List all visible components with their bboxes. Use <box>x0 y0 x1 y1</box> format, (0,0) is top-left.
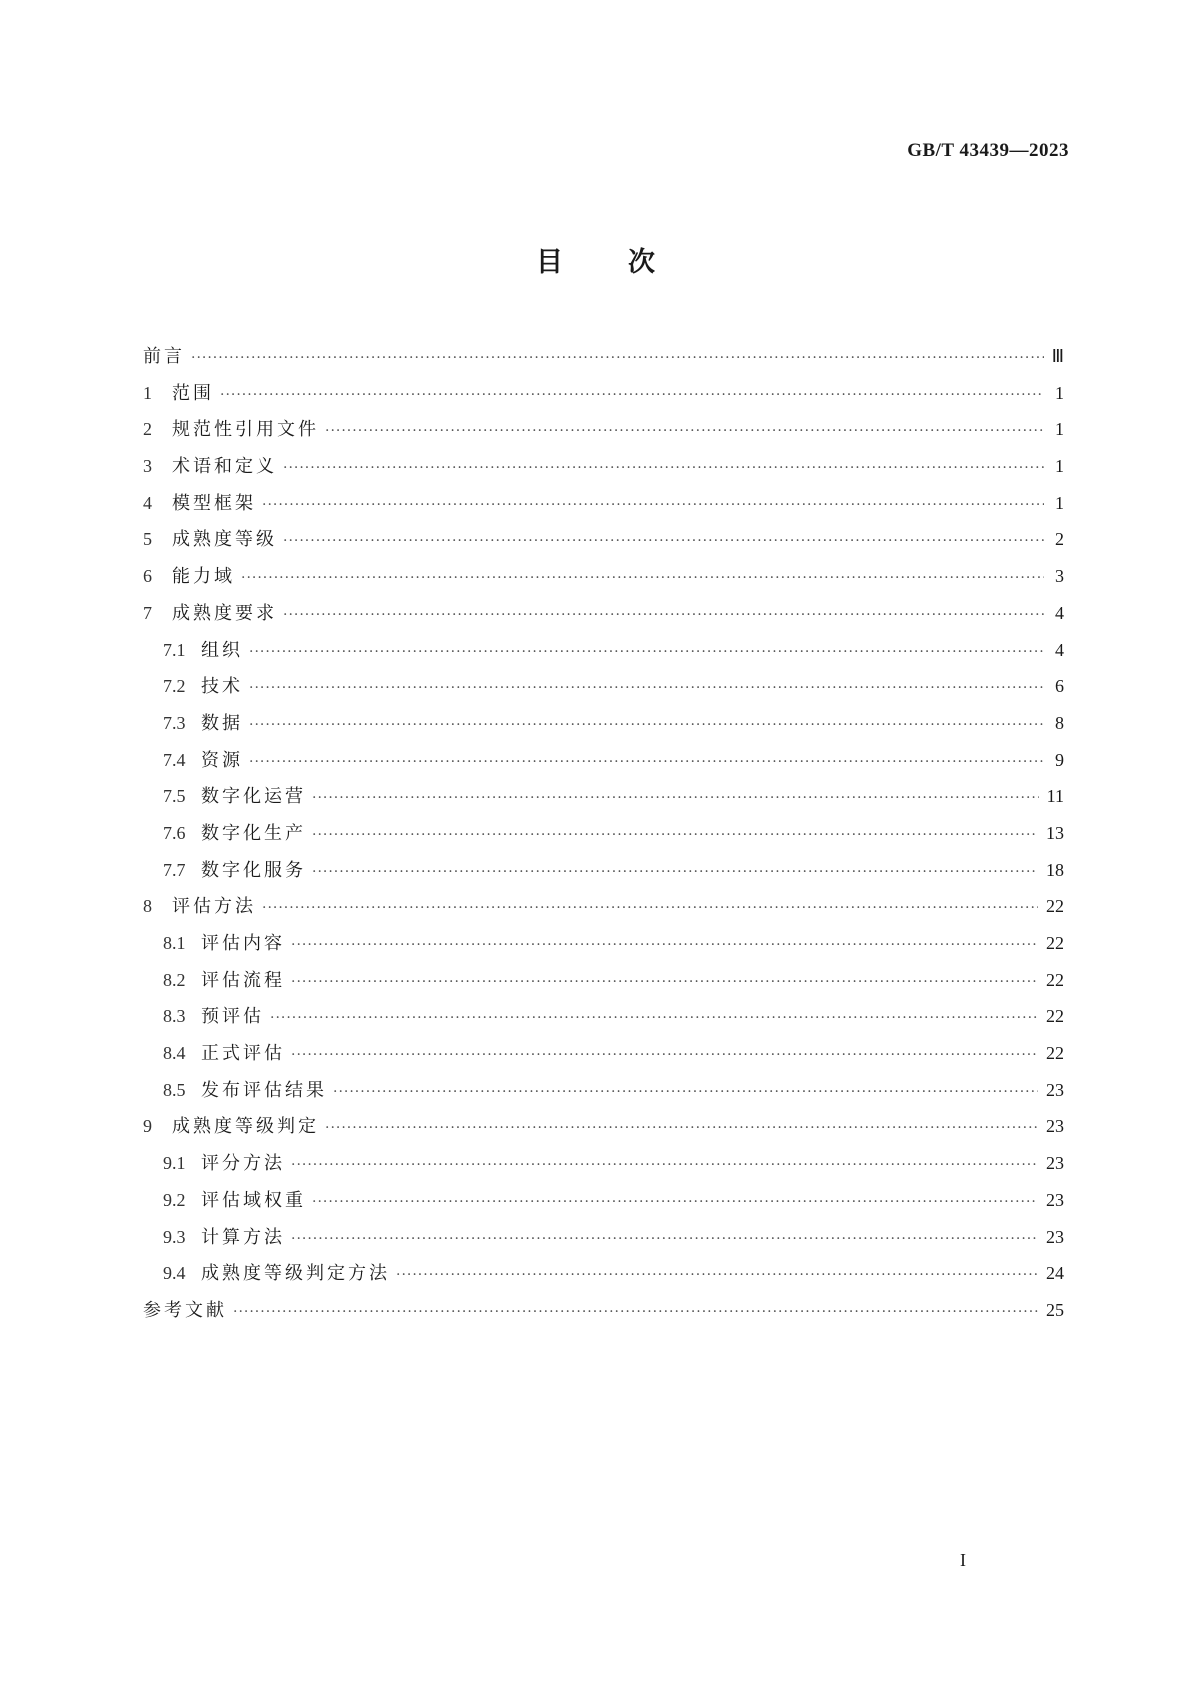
toc-entry-number: 5 <box>143 529 152 550</box>
toc-entry-title: 前言 <box>143 346 185 367</box>
toc-entry-title: 评估流程 <box>201 969 285 991</box>
toc-entry-page: Ⅲ <box>1051 346 1064 366</box>
toc-leader-dots <box>312 780 1039 817</box>
toc-entry-number: 4 <box>143 492 152 513</box>
toc-entry-title: 数据 <box>201 712 243 734</box>
toc-entry-number: 8.4 <box>163 1043 186 1064</box>
toc-entry-number: 9.4 <box>163 1263 186 1284</box>
toc-entry[interactable] <box>143 1072 1064 1109</box>
toc-entry-number: 9.2 <box>163 1189 186 1210</box>
toc-leader-dots <box>291 1037 1038 1074</box>
toc-entry-number: 8.1 <box>163 933 186 953</box>
toc-entry-number: 7.6 <box>163 822 186 843</box>
toc-leader-dots <box>283 597 1044 634</box>
toc-leader-dots <box>312 1184 1038 1221</box>
toc-entry-title: 正式评估 <box>201 1043 285 1065</box>
toc-entry-page: 23 <box>1046 1226 1064 1247</box>
toc-entry[interactable] <box>143 521 1064 558</box>
toc-entry-page: 1 <box>1055 419 1064 440</box>
toc-leader-dots <box>291 927 1038 964</box>
toc-entry-title: 发布评估结果 <box>201 1079 327 1101</box>
toc-entry-title: 成熟度等级 <box>172 529 277 551</box>
toc-leader-dots <box>249 634 1044 671</box>
toc-entry-title: 评估方法 <box>172 896 256 918</box>
toc-entry[interactable] <box>143 448 1064 485</box>
toc-entry-number: 8.3 <box>163 1006 186 1027</box>
toc-entry[interactable] <box>143 1292 1064 1329</box>
table-of-contents <box>143 338 1064 1329</box>
toc-entry-page: 23 <box>1046 1079 1064 1100</box>
toc-leader-dots <box>249 744 1044 781</box>
toc-entry-page: 1 <box>1055 492 1064 513</box>
toc-entry-title: 成熟度等级判定 <box>172 1116 319 1138</box>
toc-entry-page: 11 <box>1046 786 1064 807</box>
toc-entry[interactable] <box>143 375 1064 412</box>
toc-entry[interactable] <box>143 1108 1064 1145</box>
page-number: I <box>960 1550 966 1570</box>
toc-entry-page: 23 <box>1046 1153 1064 1174</box>
toc-leader-dots <box>325 413 1044 450</box>
toc-leader-dots <box>333 1074 1038 1111</box>
toc-entry-number: 8 <box>143 896 152 917</box>
toc-leader-dots <box>312 854 1038 891</box>
toc-entry[interactable] <box>143 1255 1064 1292</box>
toc-entry-page: 23 <box>1046 1116 1064 1137</box>
toc-leader-dots <box>291 1147 1038 1184</box>
toc-entry[interactable] <box>143 668 1064 705</box>
toc-entry[interactable] <box>143 925 1064 962</box>
toc-leader-dots <box>312 817 1038 854</box>
toc-entry-number: 9.1 <box>163 1153 186 1174</box>
toc-entry-title: 模型框架 <box>172 492 256 514</box>
standard-code: GB/T 43439—2023 <box>907 140 1069 161</box>
toc-leader-dots <box>233 1294 1038 1331</box>
toc-leader-dots <box>262 487 1044 524</box>
toc-leader-dots <box>249 707 1044 744</box>
toc-leader-dots <box>283 450 1044 487</box>
toc-entry[interactable] <box>143 558 1064 595</box>
toc-entry-title: 资源 <box>201 749 243 771</box>
toc-entry[interactable] <box>143 1035 1064 1072</box>
toc-entry-page: 22 <box>1046 896 1064 917</box>
toc-entry-number: 3 <box>143 456 152 477</box>
toc-leader-dots <box>325 1110 1038 1147</box>
toc-entry[interactable] <box>143 705 1064 742</box>
toc-entry-number: 7.2 <box>163 676 186 697</box>
toc-entry[interactable] <box>143 742 1064 779</box>
toc-entry-title: 计算方法 <box>201 1226 285 1248</box>
toc-entry-number: 7.1 <box>163 639 186 660</box>
toc-entry[interactable] <box>143 632 1064 669</box>
toc-entry-title: 评估域权重 <box>201 1189 306 1211</box>
toc-entry[interactable] <box>143 595 1064 632</box>
toc-entry-page: 23 <box>1046 1189 1064 1210</box>
toc-leader-dots <box>262 890 1038 927</box>
toc-entry-title: 规范性引用文件 <box>172 419 319 441</box>
toc-leader-dots <box>270 1000 1038 1037</box>
toc-entry-title: 数字化生产 <box>201 822 306 844</box>
toc-entry[interactable] <box>143 485 1064 522</box>
toc-entry-title: 数字化服务 <box>201 859 306 881</box>
toc-entry-page: 4 <box>1055 602 1064 623</box>
toc-entry-title: 参考文献 <box>143 1299 227 1321</box>
toc-entry[interactable] <box>143 998 1064 1035</box>
toc-entry[interactable] <box>143 338 1064 375</box>
toc-entry-title: 成熟度要求 <box>172 602 277 624</box>
toc-entry[interactable] <box>143 1219 1064 1256</box>
toc-entry-number: 7 <box>143 602 152 623</box>
toc-entry[interactable] <box>143 962 1064 999</box>
toc-entry-title: 术语和定义 <box>172 456 277 478</box>
toc-entry-page: 4 <box>1055 639 1064 660</box>
toc-entry-number: 6 <box>143 566 152 587</box>
toc-entry-title: 数字化运营 <box>201 786 306 808</box>
toc-entry[interactable] <box>143 1182 1064 1219</box>
toc-entry-page: 22 <box>1046 1006 1064 1027</box>
toc-entry-page: 8 <box>1055 712 1064 733</box>
toc-entry-page: 22 <box>1046 1043 1064 1064</box>
toc-entry-title: 评估内容 <box>201 933 285 954</box>
toc-entry-page: 1 <box>1055 382 1064 403</box>
toc-leader-dots <box>396 1257 1038 1294</box>
toc-entry-title: 成熟度等级判定方法 <box>201 1263 390 1285</box>
toc-entry[interactable] <box>143 1145 1064 1182</box>
page-title <box>0 240 1191 279</box>
toc-entry-number: 8.5 <box>163 1079 186 1100</box>
toc-entry-page: 25 <box>1046 1299 1064 1320</box>
toc-leader-dots <box>241 560 1044 597</box>
toc-entry-number: 9.3 <box>163 1226 186 1247</box>
toc-entry-page: 22 <box>1046 933 1064 953</box>
toc-entry-page: 2 <box>1055 529 1064 550</box>
toc-entry-page: 22 <box>1046 969 1064 990</box>
toc-entry-number: 1 <box>143 382 152 403</box>
toc-leader-dots <box>291 1221 1038 1258</box>
toc-entry[interactable] <box>143 815 1064 852</box>
toc-entry-page: 13 <box>1046 822 1064 843</box>
toc-entry-number: 7.4 <box>163 749 186 770</box>
toc-entry-page: 24 <box>1046 1263 1064 1284</box>
toc-leader-dots <box>220 377 1044 414</box>
toc-entry-number: 9 <box>143 1116 152 1137</box>
toc-entry-title: 能力域 <box>172 566 235 588</box>
toc-entry-title: 预评估 <box>201 1006 264 1028</box>
toc-entry[interactable] <box>143 852 1064 889</box>
toc-entry-title: 组织 <box>201 639 243 661</box>
title-char-1: 目 <box>536 247 563 278</box>
toc-entry[interactable] <box>143 411 1064 448</box>
toc-entry-page: 6 <box>1055 676 1064 697</box>
toc-entry-number: 7.7 <box>163 859 186 880</box>
title-char-2: 次 <box>628 247 655 278</box>
toc-entry-number: 7.3 <box>163 712 186 733</box>
toc-leader-dots <box>291 964 1038 1001</box>
toc-entry-title: 评分方法 <box>201 1153 285 1175</box>
toc-leader-dots <box>283 523 1044 560</box>
toc-entry-number: 2 <box>143 419 152 440</box>
toc-entry-title: 范围 <box>172 382 214 404</box>
toc-entry-page: 18 <box>1046 859 1064 880</box>
toc-entry-page: 1 <box>1055 456 1064 477</box>
toc-entry-title: 技术 <box>201 676 243 698</box>
toc-leader-dots <box>191 340 1044 377</box>
toc-entry[interactable] <box>143 888 1064 925</box>
toc-entry[interactable] <box>143 778 1064 815</box>
toc-entry-number: 8.2 <box>163 969 186 990</box>
toc-leader-dots <box>249 670 1044 707</box>
toc-entry-page: 9 <box>1055 749 1064 770</box>
toc-entry-number: 7.5 <box>163 786 186 807</box>
toc-entry-page: 3 <box>1055 566 1064 587</box>
